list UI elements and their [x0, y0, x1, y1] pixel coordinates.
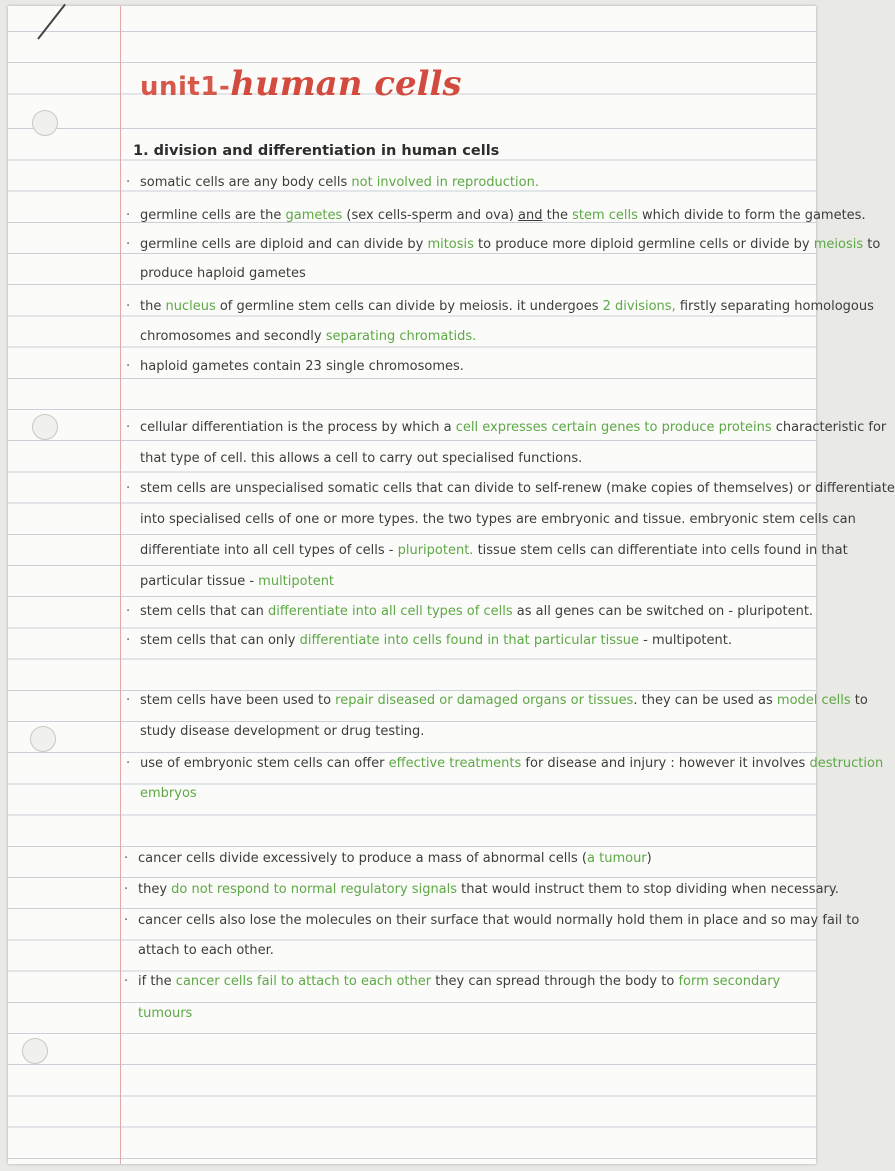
highlighted-text: 2 divisions,: [602, 299, 676, 314]
note-text: they: [138, 882, 172, 897]
note-line: [140, 717, 424, 747]
note-line: · somatic cells are any body cells not involved in reproduction.: [126, 175, 539, 190]
note-text: ): [646, 851, 652, 866]
note-text: which divide to form the gametes.: [637, 208, 866, 223]
note-text: study disease development or drug testing.: [140, 724, 425, 739]
note-line: · germline cells are the gametes (sex cells-sperm and ova) and the stem cells which divide to form the gametes.: [126, 208, 866, 223]
highlighted-text: stem cells: [572, 208, 638, 223]
note-text: cancer cells also lose the molecules on their surface that would normally hold them in place and so may fail to: [138, 913, 860, 928]
highlighted-text: differentiate into all cell types of cells: [267, 604, 513, 619]
punch-hole: [22, 1038, 48, 1064]
note-text: chromosomes and secondly: [140, 329, 326, 344]
note-line: · they do not respond to normal regulatory signals that would instruct them to stop dividing when necessary.: [124, 882, 839, 897]
note-text: tissue stem cells can differentiate into cells found in that: [473, 543, 848, 558]
underlined-text: and: [518, 208, 543, 223]
note-text: germline cells are diploid and can divide by: [140, 237, 428, 252]
highlighted-text: nucleus: [165, 299, 216, 314]
note-text: (sex cells-sperm and ova): [342, 208, 519, 223]
note-text: cellular differentiation is the process by which a: [140, 420, 456, 435]
note-text: to: [863, 237, 881, 252]
note-text: differentiate into all cell types of cells -: [140, 543, 398, 558]
note-line: · if the cancer cells fail to attach to each other they can spread through the body to form secondary: [124, 974, 781, 989]
note-line: [140, 567, 334, 597]
page-title: [140, 64, 462, 104]
note-line: [140, 779, 197, 809]
highlighted-text: do not respond to normal regulatory signals: [171, 882, 458, 897]
note-text: that type of cell. this allows a cell to carry out specialised functions.: [140, 451, 583, 466]
highlighted-text: destruction: [809, 756, 884, 771]
note-line: · stem cells are unspecialised somatic cells that can divide to self-renew (make copies of themselves) or differentiate: [126, 481, 895, 496]
note-line: · stem cells have been used to repair diseased or damaged organs or tissues. they can be used as model cells to: [126, 693, 868, 708]
note-text: to: [850, 693, 868, 708]
section-heading: 1. division and differentiation in human cells: [133, 143, 500, 159]
note-text: as all genes can be switched on - pluripotent.: [512, 604, 814, 619]
note-line: · use of embryonic stem cells can offer effective treatments for disease and injury : however it involves destruction: [126, 756, 884, 771]
note-text: characteristic for: [771, 420, 887, 435]
note-text: if the: [138, 974, 176, 989]
highlighted-text: effective treatments: [388, 756, 522, 771]
note-line: · cancer cells divide excessively to produce a mass of abnormal cells (a tumour): [124, 851, 652, 866]
pen-mark: [37, 4, 66, 40]
note-line: [140, 322, 476, 352]
note-line: [140, 505, 856, 535]
highlighted-text: gametes: [285, 208, 343, 223]
note-line: [140, 536, 848, 566]
highlighted-text: embryos: [140, 786, 197, 801]
note-text: the: [542, 208, 573, 223]
note-line: · stem cells that can differentiate into all cell types of cells as all genes can be switched on - pluripotent.: [126, 604, 814, 619]
note-text: stem cells that can only: [140, 633, 300, 648]
note-text: stem cells have been used to: [140, 693, 336, 708]
highlighted-text: repair diseased or damaged organs or tissues: [335, 693, 634, 708]
highlighted-text: differentiate into cells found in that particular tissue: [299, 633, 640, 648]
highlighted-text: separating chromatids.: [325, 329, 477, 344]
note-line: [138, 999, 192, 1029]
note-line: · stem cells that can only differentiate into cells found in that particular tissue - multipotent.: [126, 633, 732, 648]
note-text: that would instruct them to stop dividing when necessary.: [457, 882, 839, 897]
note-text: produce haploid gametes: [140, 266, 306, 281]
note-text: stem cells are unspecialised somatic cells that can divide to self-renew (make copies of themselves) or differentiate: [140, 481, 895, 496]
note-text: . they can be used as: [633, 693, 777, 708]
highlighted-text: form secondary: [678, 974, 781, 989]
note-text: somatic cells are any body cells: [140, 175, 352, 190]
highlighted-text: multipotent: [258, 574, 335, 589]
highlighted-text: not involved in reproduction.: [351, 175, 539, 190]
highlighted-text: tumours: [138, 1006, 193, 1021]
highlighted-text: a tumour: [587, 851, 647, 866]
punch-hole: [32, 110, 58, 136]
note-text: - multipotent.: [639, 633, 732, 648]
note-text: germline cells are the: [140, 208, 286, 223]
highlighted-text: mitosis: [427, 237, 474, 252]
note-line: [140, 444, 582, 474]
notebook-page: [8, 6, 895, 1164]
note-text: use of embryonic stem cells can offer: [140, 756, 389, 771]
note-text: they can spread through the body to: [431, 974, 679, 989]
note-text: for disease and injury : however it involves: [521, 756, 810, 771]
note-line: [140, 259, 306, 289]
highlighted-text: cell expresses certain genes to produce proteins: [455, 420, 772, 435]
note-text: haploid gametes contain 23 single chromosomes.: [140, 359, 464, 374]
note-text: to produce more diploid germline cells or divide by: [473, 237, 814, 252]
note-text: of germline stem cells can divide by meiosis. it undergoes: [215, 299, 603, 314]
title-prefix: unit1-: [140, 72, 231, 102]
highlighted-text: cancer cells fail to attach to each other: [175, 974, 432, 989]
note-line: · cancer cells also lose the molecules on their surface that would normally hold them in place and so may fail to: [124, 913, 860, 928]
title-main: human cells: [230, 64, 462, 104]
punch-hole: [30, 726, 56, 752]
highlighted-text: pluripotent.: [397, 543, 474, 558]
note-text: into specialised cells of one or more types. the two types are embryonic and tissue. embryonic stem cells can: [140, 512, 856, 527]
note-line: · the nucleus of germline stem cells can divide by meiosis. it undergoes 2 divisions, firstly separating homologous: [126, 299, 874, 314]
margin-line: [120, 6, 121, 1164]
note-line: [138, 936, 274, 966]
note-text: stem cells that can: [140, 604, 268, 619]
highlighted-text: meiosis: [813, 237, 864, 252]
note-text: particular tissue -: [140, 574, 259, 589]
note-line: · germline cells are diploid and can divide by mitosis to produce more diploid germline cells or divide by meiosis to: [126, 237, 881, 252]
note-line: · cellular differentiation is the process by which a cell expresses certain genes to produce proteins characteristic for: [126, 420, 887, 435]
note-text: attach to each other.: [138, 943, 274, 958]
note-line: · haploid gametes contain 23 single chromosomes.: [126, 359, 464, 374]
punch-hole: [32, 414, 58, 440]
note-text: the: [140, 299, 166, 314]
note-text: cancer cells divide excessively to produce a mass of abnormal cells (: [138, 851, 588, 866]
highlighted-text: model cells: [776, 693, 851, 708]
note-text: firstly separating homologous: [675, 299, 874, 314]
